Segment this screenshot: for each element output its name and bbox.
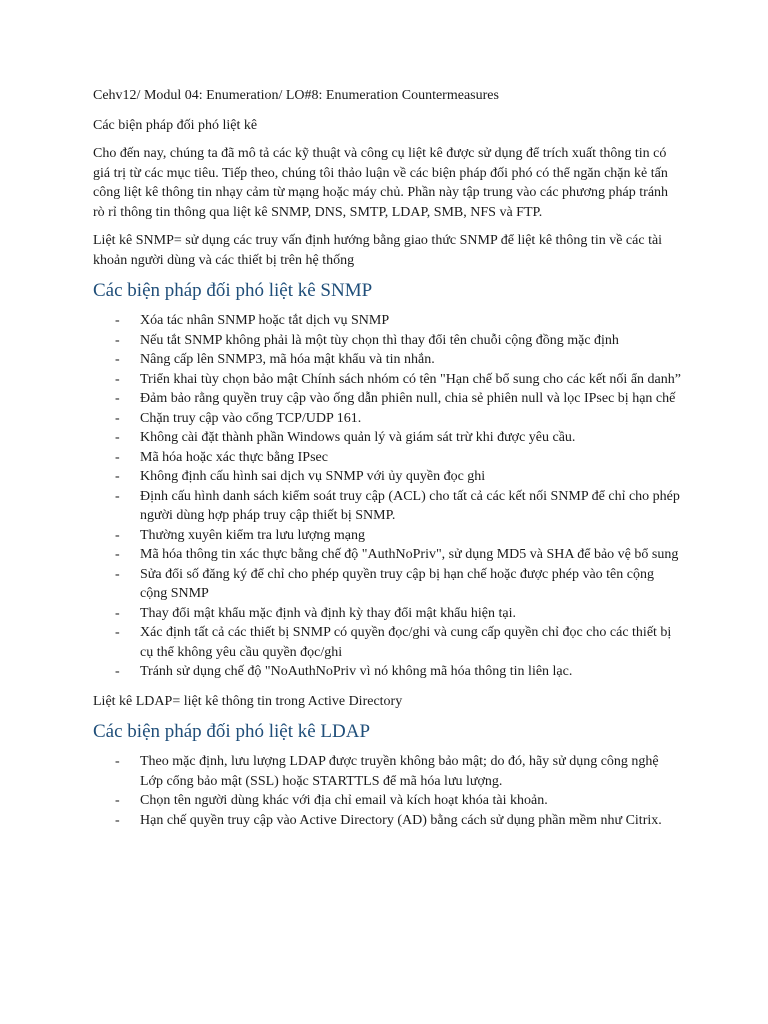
list-item: - Nâng cấp lên SNMP3, mã hóa mật khẩu và tin nhắn.	[93, 350, 683, 370]
ldap-countermeasures-list	[93, 752, 683, 830]
list-item: - Định cấu hình danh sách kiểm soát truy cập (ACL) cho tất cả các kết nối SNMP để chỉ cho phép người dùng hợp pháp truy cập thiết bị SNMP.	[93, 487, 683, 526]
list-item: - Mã hóa thông tin xác thực bằng chế độ "AuthNoPriv", sử dụng MD5 và SHA để bảo vệ bổ sung	[93, 545, 683, 565]
list-item: - Thường xuyên kiểm tra lưu lượng mạng	[93, 526, 683, 546]
list-item: - Thay đổi mật khẩu mặc định và định kỳ thay đổi mật khẩu hiện tại.	[93, 604, 683, 624]
list-item: - Xóa tác nhân SNMP hoặc tắt dịch vụ SNMP	[93, 311, 683, 331]
list-item: - Triển khai tùy chọn bảo mật Chính sách nhóm có tên "Hạn chế bổ sung cho các kết nối ẩn danh”	[93, 370, 683, 390]
ldap-definition: Liệt kê LDAP= liệt kê thông tin trong Active Directory	[93, 693, 403, 709]
list-item: - Đảm bảo rằng quyền truy cập vào ống dẫn phiên null, chia sẻ phiên null và lọc IPsec bị hạn chế	[93, 389, 683, 409]
snmp-countermeasures-heading: Các biện pháp đối phó liệt kê SNMP	[93, 280, 373, 301]
list-item: - Hạn chế quyền truy cập vào Active Directory (AD) bằng cách sử dụng phần mềm như Citrix.	[93, 811, 683, 831]
breadcrumb: Cehv12/ Modul 04: Enumeration/ LO#8: Enumeration Countermeasures	[93, 88, 499, 103]
section-subtitle: Các biện pháp đối phó liệt kê	[93, 117, 258, 133]
list-item: - Sửa đổi số đăng ký để chỉ cho phép quyền truy cập bị hạn chế hoặc được phép vào tên cộng cộng SNMP	[93, 565, 683, 604]
list-item: - Mã hóa hoặc xác thực bằng IPsec	[93, 448, 683, 468]
snmp-definition: Liệt kê SNMP= sử dụng các truy vấn định hướng bằng giao thức SNMP để liệt kê thông tin về các tài khoản người dùng và các thiết bị trên hệ thống	[93, 233, 663, 268]
list-item: - Theo mặc định, lưu lượng LDAP được truyền không bảo mật; do đó, hãy sử dụng công nghệ Lớp cổng bảo mật (SSL) hoặc STARTTLS để mã hóa lưu lượng.	[93, 752, 683, 791]
snmp-countermeasures-list	[93, 311, 683, 682]
list-item: - Xác định tất cả các thiết bị SNMP có quyền đọc/ghi và cung cấp quyền chỉ đọc cho các thiết bị cụ thể không yêu cầu quyền đọc/ghi	[93, 623, 683, 662]
ldap-countermeasures-heading: Các biện pháp đối phó liệt kê LDAP	[93, 721, 371, 742]
document-page	[93, 86, 683, 840]
list-item: - Không cài đặt thành phần Windows quản lý và giám sát trừ khi được yêu cầu.	[93, 428, 683, 448]
list-item: - Tránh sử dụng chế độ "NoAuthNoPriv vì nó không mã hóa thông tin liên lạc.	[93, 662, 683, 682]
list-item: - Không định cấu hình sai dịch vụ SNMP với ủy quyền đọc ghi	[93, 467, 683, 487]
list-item: - Chọn tên người dùng khác với địa chỉ email và kích hoạt khóa tài khoản.	[93, 791, 683, 811]
intro-paragraph: Cho đến nay, chúng ta đã mô tả các kỹ thuật và công cụ liệt kê được sử dụng để trích xuất thông tin có giá trị từ các mục tiêu. Tiếp theo, chúng tôi thảo luận về các biện pháp đối phó có thể ngăn chặn kẻ tấn công liệt kê thông tin nhạy cảm từ mạng hoặc máy chủ. Phần này tập trung vào các phương pháp tránh rò rỉ thông tin thông qua liệt kê SNMP, DNS, SMTP, LDAP, SMB, NFS và FTP.	[93, 146, 669, 220]
list-item: - Nếu tắt SNMP không phải là một tùy chọn thì thay đổi tên chuỗi cộng đồng mặc định	[93, 331, 683, 351]
list-item: - Chặn truy cập vào cổng TCP/UDP 161.	[93, 409, 683, 429]
